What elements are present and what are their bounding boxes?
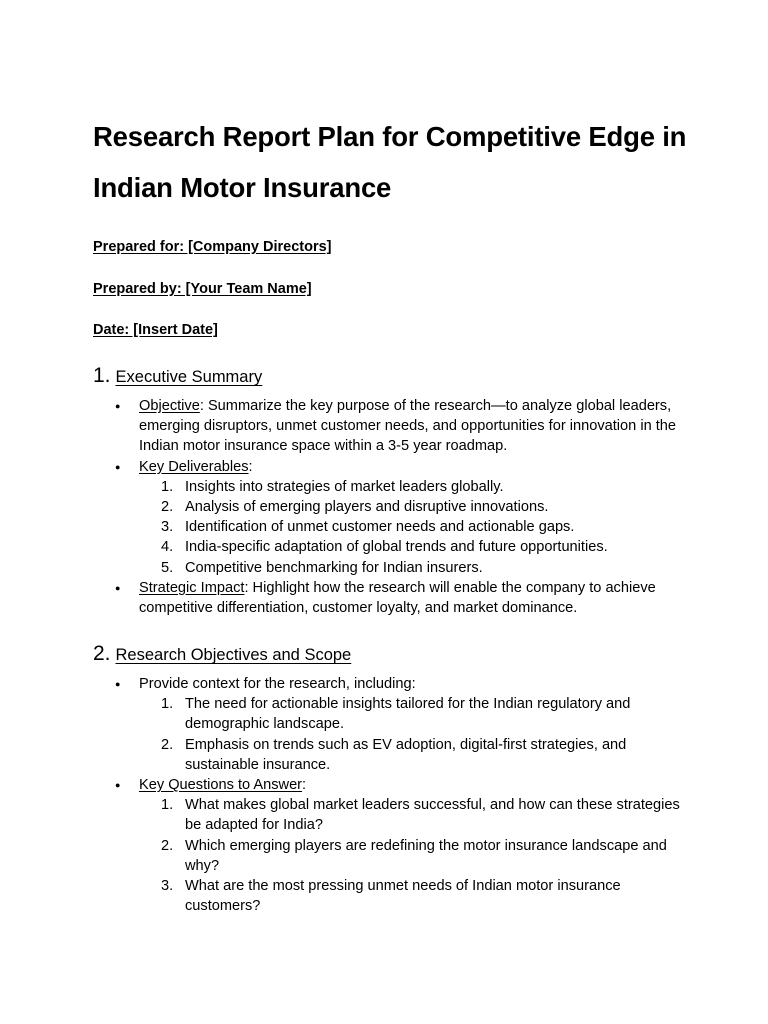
list-text: Which emerging players are redefining the motor insurance landscape and why? <box>185 837 667 874</box>
bullet-key-deliverables <box>93 457 693 477</box>
list-number: 2. <box>161 736 174 753</box>
list-number: 2. <box>161 499 174 516</box>
section-heading-executive-summary <box>93 362 262 390</box>
bullet-context: ● Provide context for the research, including: <box>93 674 693 694</box>
list-text: Analysis of emerging players and disruptive innovations. <box>185 499 549 516</box>
list-number: 3. <box>161 878 174 895</box>
list-number: 3. <box>161 519 174 536</box>
prepared-for-line: Prepared for: [Company Directors] <box>93 239 332 255</box>
list-number: 2. <box>161 837 174 854</box>
section-number: 1. <box>93 364 111 387</box>
executive-summary-list <box>93 396 693 618</box>
list-text: India-specific adaptation of global trends and future opportunities. <box>185 539 608 556</box>
deliverable-item <box>93 497 693 517</box>
bullet-strategic-impact <box>93 578 693 618</box>
question-item <box>93 876 693 916</box>
list-text: What makes global market leaders successful, and how can these strategies be adapted for India? <box>185 797 680 834</box>
list-number: 5. <box>161 559 174 576</box>
questions-colon: : <box>302 777 307 794</box>
bullet-objective <box>93 396 693 457</box>
context-item <box>93 694 693 734</box>
list-number: 1. <box>161 696 174 713</box>
section-title: Research Objectives and Scope <box>115 646 352 664</box>
prepared-by-line: Prepared by: [Your Team Name] <box>93 281 312 297</box>
document-title: Research Report Plan for Competitive Edge in Indian Motor Insurance <box>93 121 687 203</box>
deliverable-item <box>93 477 693 497</box>
impact-label: Strategic Impact <box>139 579 245 596</box>
date-line: Date: [Insert Date] <box>93 322 218 338</box>
list-text: Identification of unmet customer needs and actionable gaps. <box>185 519 575 536</box>
question-item <box>93 836 693 876</box>
section-heading-research-objectives <box>93 640 351 668</box>
deliverable-item <box>93 517 693 537</box>
section-number: 2. <box>93 642 111 665</box>
deliverable-item <box>93 558 693 578</box>
questions-label: Key Questions to Answer <box>139 777 303 794</box>
objective-label: Objective <box>139 398 200 414</box>
deliverable-item <box>93 537 693 557</box>
section-title: Executive Summary <box>115 368 263 386</box>
bullet-key-questions <box>93 775 693 795</box>
impact-text: : Highlight how the research will enable the company to achieve competitive differentiation, customer loyalty, and market dominance. <box>139 579 656 617</box>
objective-text: : Summarize the key purpose of the research—to analyze global leaders, emerging disruptors, unmet customer needs, and opportunities for innovation in the Indian motor insurance space within a 3-5 year roadmap. <box>139 398 677 455</box>
question-item <box>93 795 693 835</box>
deliverables-colon: : <box>248 458 253 475</box>
list-text: Emphasis on trends such as EV adoption, digital-first strategies, and sustainable insurance. <box>185 736 627 773</box>
list-text: Competitive benchmarking for Indian insurers. <box>185 559 483 576</box>
list-number: 1. <box>161 797 174 814</box>
list-number: 4. <box>161 539 174 556</box>
list-text: What are the most pressing unmet needs of Indian motor insurance customers? <box>185 878 621 915</box>
context-item <box>93 735 693 775</box>
research-objectives-list <box>93 674 693 916</box>
list-number: 1. <box>161 478 174 495</box>
list-text: The need for actionable insights tailored for the Indian regulatory and demographic landscape. <box>185 696 631 733</box>
list-text: Insights into strategies of market leaders globally. <box>185 478 504 495</box>
deliverables-label: Key Deliverables <box>139 458 249 475</box>
